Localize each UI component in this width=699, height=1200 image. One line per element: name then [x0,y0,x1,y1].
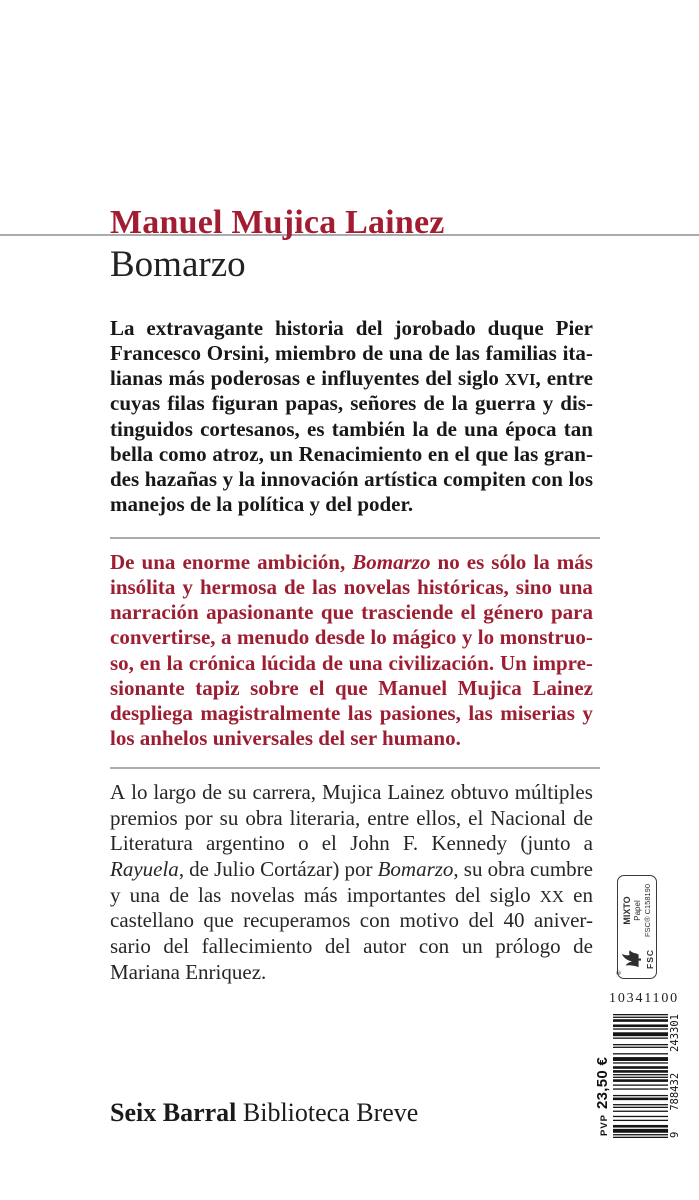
text-line: De una enorme ambición, Bomarzo no es sólo la más [110,550,593,574]
author-name: Manuel Mujica Lainez [110,204,445,241]
review-paragraph [110,550,593,751]
text-line: y una de las novelas más importantes del siglo XX en [110,882,593,907]
text-line: sario del fallecimiento del autor con un prólogo de [110,934,593,959]
text-line: sionante tapiz sobre el que Manuel Mujica Lainez [110,675,593,700]
text-line: des hazañas y la innovación artística compiten con los [110,466,593,491]
text-line: premios por su obra literaria, entre ellos, el Nacional de [110,805,593,830]
synopsis-paragraph [110,316,593,517]
isbn-left-group: 788432 [669,1072,681,1111]
text-line: Francesco Orsini, miembro de una de las familias ita- [110,341,593,366]
text-line: A lo largo de su carrera, Mujica Lainez obtuvo múltiples [110,780,593,804]
fsc-tree-icon [620,949,641,969]
fsc-mix-text: MIXTO [622,896,633,925]
text-line: bella como atroz, un Renacimiento en el que las gran- [110,441,593,466]
price [594,1057,611,1138]
fsc-paper-text: Papel [633,900,643,921]
divider-rule-middle [110,537,600,539]
price-amount: 23,50 € [594,1056,611,1109]
text-line: Literatura argentino o el John F. Kennedy (junto a [110,831,593,856]
text-line: despliega magistralmente las pasiones, las miserias y [110,700,593,725]
fsc-logo [616,946,655,975]
text-line: insólita y hermosa de las novelas históricas, sino una [110,575,593,600]
text-line: La extravagante historia del jorobado duque Pier [110,316,593,340]
text-line: los anhelos universales del ser humano. [110,725,461,750]
text-line: manejos de la política y del poder. [110,491,414,516]
text-line: convertirse, a menudo desde lo mágico y lo monstruo- [110,625,593,650]
text-line: narración apasionante que trasciende el género para [110,600,593,625]
bio-paragraph [110,780,593,986]
publisher-name: Seix Barral [110,1098,237,1127]
text-line: so, en la crónica lúcida de una civilización. Un impre- [110,650,593,675]
text-line: Mariana Enriquez. [110,959,267,984]
text-line: castellano que recuperamos con motivo del 40 aniver- [110,908,593,933]
price-label: PVP [599,1113,610,1136]
fsc-certification-label [616,874,658,980]
isbn-check-digit: 9 [669,1131,681,1138]
registered-mark: ® [616,970,623,975]
fsc-wordmark: FSC [644,949,655,969]
barcode [594,1012,682,1138]
barcode-bars [613,1014,668,1138]
text-line: tinguidos cortesanos, es también la de una época tan [110,416,593,441]
isbn-right-group: 243301 [669,1014,681,1052]
text-line: cuyas filas figuran papas, señores de la guerra y dis- [110,391,593,416]
collection-name: Biblioteca Breve [242,1098,419,1127]
text-line: lianas más poderosas e influyentes del siglo XVI, entre [110,366,593,391]
text-line: Rayuela, de Julio Cortázar) por Bomarzo, su obra cumbre [110,857,593,882]
book-title: Bomarzo [110,244,246,285]
isbn-digits [669,1014,681,1138]
product-code: 10341100 [609,991,679,1006]
fsc-cert-number: FSC® C158190 [642,883,652,938]
publisher-line [110,1098,418,1128]
divider-rule-bottom [110,767,600,769]
